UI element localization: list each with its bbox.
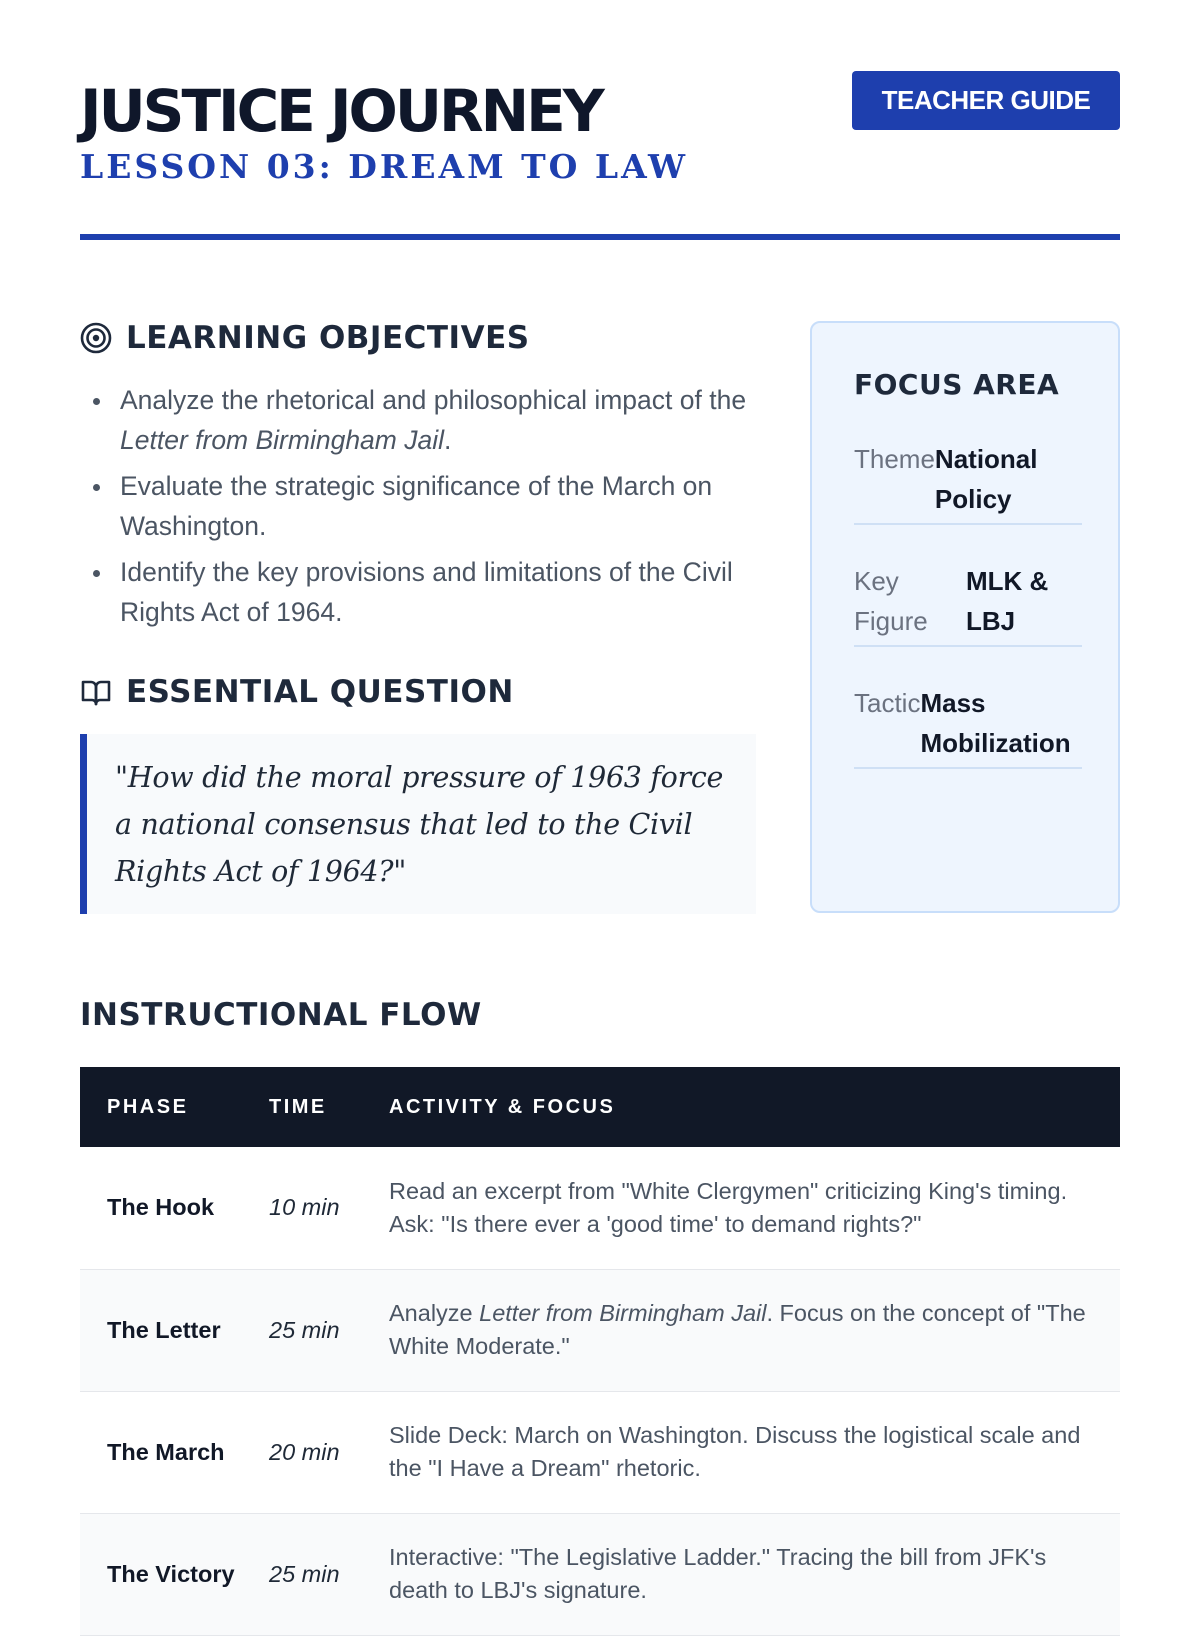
header-divider: [80, 234, 1120, 240]
essential-question-text: "How did the moral pressure of 1963 force a national consensus that led to the Civil Rights Act of 1964?": [115, 761, 724, 888]
focus-value: MLK & LBJ: [966, 566, 1049, 636]
activity-cell: Slide Deck: March on Washington. Discuss the logistical scale and the "I Have a Dream" rhetoric.: [362, 1391, 1120, 1513]
target-icon: [80, 322, 112, 354]
teacher-guide-button[interactable]: TEACHER GUIDE: [852, 71, 1120, 130]
activity-cell: Interactive: "The Legislative Ladder." Tracing the bill from JFK's death to LBJ's signature.: [362, 1513, 1120, 1635]
essential-question-box: [80, 734, 756, 914]
list-item: Identify the key provisions and limitations of the Civil Rights Act of 1964.: [120, 552, 760, 632]
focus-area-card: [810, 321, 1120, 913]
question-heading: [80, 673, 514, 710]
column-header: PHASE: [80, 1067, 242, 1147]
phase-cell: The March: [80, 1391, 242, 1513]
lesson-subtitle: LESSON 03: DREAM TO LAW: [80, 147, 689, 186]
focus-label: Theme: [854, 444, 935, 474]
page-title: JUSTICE JOURNEY: [80, 77, 602, 145]
table-row: [80, 1147, 1120, 1269]
activity-cell: Read an excerpt from "White Clergymen" criticizing King's timing. Ask: "Is there ever a 'good time' to demand rights?": [362, 1147, 1120, 1269]
focus-value: Mass Mobilization: [920, 688, 1071, 758]
table-row: [80, 1391, 1120, 1513]
instructional-flow-table: [80, 1067, 1120, 1636]
question-heading-label: ESSENTIAL QUESTION: [126, 673, 514, 710]
phase-cell: The Victory: [80, 1513, 242, 1635]
focus-value: National Policy: [934, 444, 1038, 514]
open-book-icon: [80, 676, 112, 708]
table-row: [80, 1513, 1120, 1635]
time-cell: 10 min: [242, 1147, 362, 1269]
flow-heading: INSTRUCTIONAL FLOW: [80, 997, 482, 1033]
objectives-heading-label: LEARNING OBJECTIVES: [126, 319, 530, 356]
phase-cell: The Hook: [80, 1147, 242, 1269]
list-item: Evaluate the strategic significance of the March on Washington.: [120, 466, 760, 546]
activity-cell: Analyze Letter from Birmingham Jail. Focus on the concept of "The White Moderate.": [362, 1269, 1120, 1391]
focus-label: Tactic: [854, 688, 921, 718]
objectives-heading: [80, 319, 530, 356]
column-header: ACTIVITY & FOCUS: [362, 1067, 1120, 1147]
list-item: Analyze the rhetorical and philosophical impact of the Letter from Birmingham Jail.: [120, 380, 760, 460]
time-cell: 20 min: [242, 1391, 362, 1513]
focus-area-title: FOCUS AREA: [854, 368, 1060, 401]
time-cell: 25 min: [242, 1513, 362, 1635]
objectives-list: [80, 380, 760, 638]
focus-label: Key Figure: [854, 566, 928, 636]
time-cell: 25 min: [242, 1269, 362, 1391]
table-header-row: [80, 1067, 1120, 1147]
focus-row-theme: [854, 439, 1082, 525]
focus-row-tactic: [854, 683, 1082, 769]
focus-row-key-figure: [854, 561, 1082, 647]
table-row: [80, 1269, 1120, 1391]
phase-cell: The Letter: [80, 1269, 242, 1391]
column-header: TIME: [242, 1067, 362, 1147]
